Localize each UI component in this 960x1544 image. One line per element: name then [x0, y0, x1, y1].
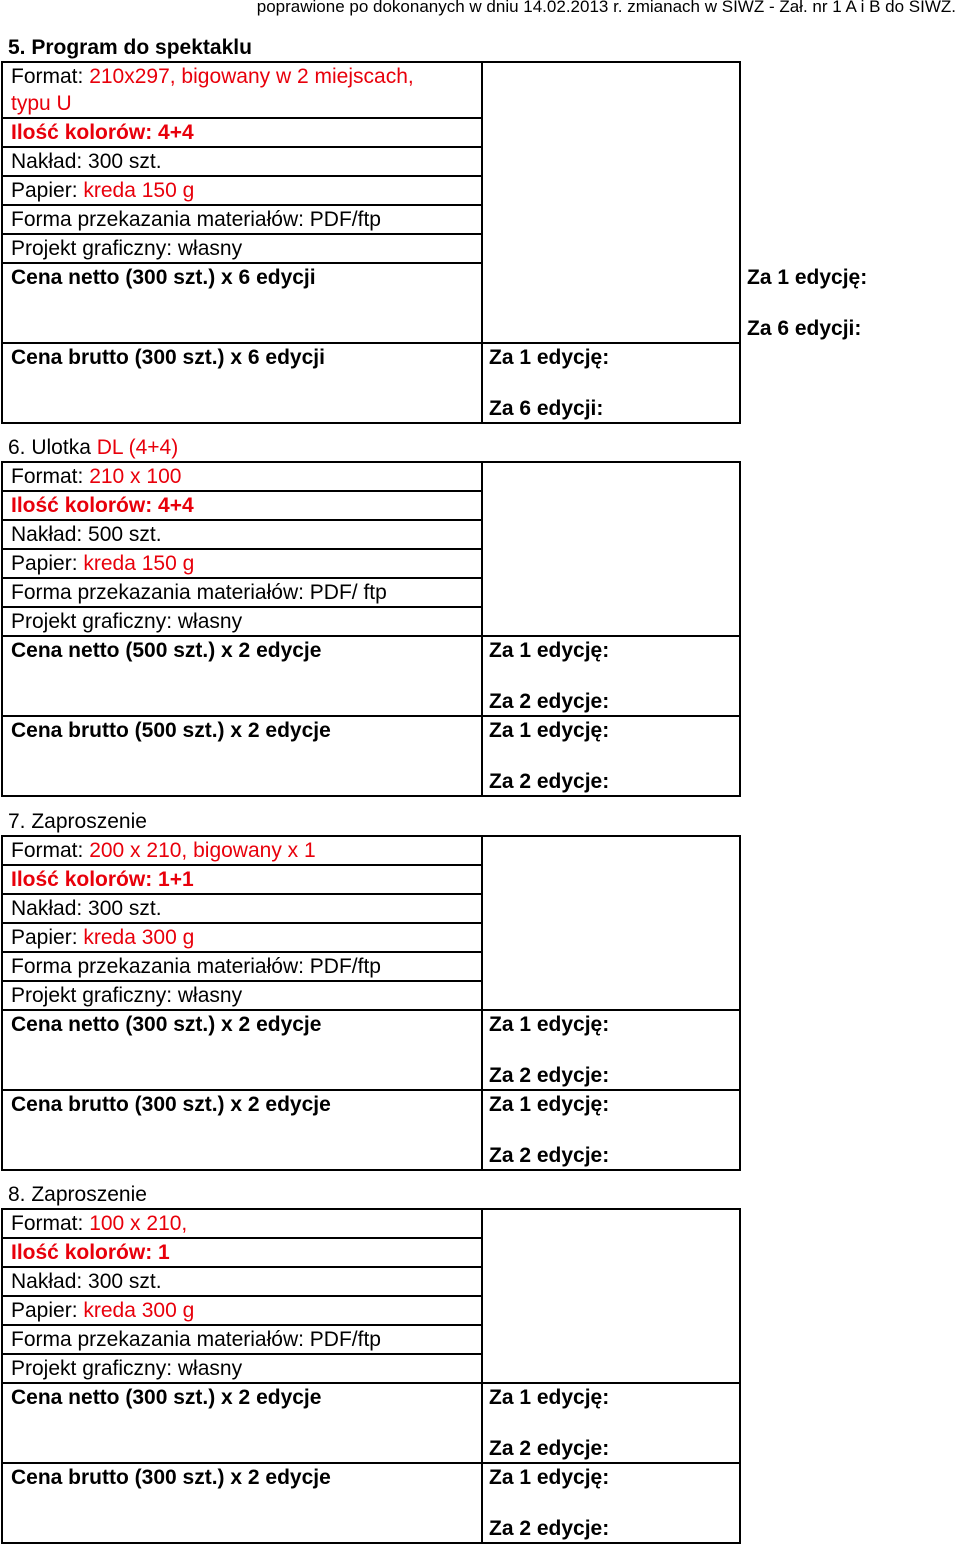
paper-value: kreda 300 g [83, 1299, 195, 1322]
gross-price-label: Cena brutto (300 szt.) x 2 edycje [2, 1463, 482, 1543]
net-price-label: Cena netto (500 szt.) x 2 edycje [2, 636, 482, 716]
empty-cell [482, 1209, 740, 1383]
gross-price-label: Cena brutto (300 szt.) x 6 edycji [2, 343, 482, 423]
format-value: 210 x 100 [89, 465, 182, 488]
gross-price-input[interactable]: Za 1 edycję: Za 2 edycje: [482, 1463, 740, 1543]
colors-cell: Ilość kolorów: 4+4 [2, 118, 482, 147]
section-title-text: 5. Program do spektaklu [8, 36, 252, 59]
format-value-continued: typu U [11, 92, 72, 115]
section-title-text: 7. Zaproszenie [8, 810, 147, 833]
empty-cell [482, 462, 740, 636]
net-price-input[interactable]: Za 1 edycję: Za 2 edycje: [482, 1383, 740, 1463]
format-cell: Format: 200 x 210, bigowany x 1 [2, 836, 482, 865]
transfer-cell: Forma przekazania materiałów: PDF/ ftp [2, 578, 482, 607]
net-price-label: Cena netto (300 szt.) x 2 edycje [2, 1010, 482, 1090]
paper-value: kreda 150 g [83, 552, 195, 575]
format-cell: Format: 210x297, bigowany w 2 miejscach, typu U [2, 62, 482, 118]
design-cell: Projekt graficzny: własny [2, 981, 482, 1010]
section-invitation-8 [0, 1181, 740, 1544]
transfer-cell: Forma przekazania materiałów: PDF/ftp [2, 1325, 482, 1354]
gross-price-label: Cena brutto (300 szt.) x 2 edycje [2, 1090, 482, 1170]
section-leaflet [0, 434, 740, 797]
net-price-label: Cena netto (300 szt.) x 2 edycje [2, 1383, 482, 1463]
section-title [0, 808, 740, 835]
colors-cell: Ilość kolorów: 1 [2, 1238, 482, 1267]
format-cell: Format: 210 x 100 [2, 462, 482, 491]
quantity-cell: Nakład: 300 szt. [2, 894, 482, 923]
design-cell: Projekt graficzny: własny [2, 607, 482, 636]
gross-price-input[interactable]: Za 1 edycję: Za 6 edycji: [482, 343, 740, 423]
spec-table: Format: 210x297, bigowany w 2 miejscach, typu U Ilość kolorów: 4+4 Nakład: 300 szt. Papier: kreda 150 g Forma przekazania materiałów: PDF/ftp Projekt graficzny: własny Cena netto (300 szt.) x 6 edycji Za 1 edycję: Za 6 edycji: Cena brutto (300 szt.) x 6 edycji Za 1 edycję: Za 6 edycji: [1, 61, 741, 424]
gross-price-input[interactable]: Za 1 edycję: Za 2 edycje: [482, 716, 740, 796]
gross-price-label: Cena brutto (500 szt.) x 2 edycje [2, 716, 482, 796]
net-price-input[interactable]: Za 1 edycję: Za 2 edycje: [482, 636, 740, 716]
format-value: 210x297, bigowany w 2 miejscach, [89, 65, 414, 88]
format-value: 100 x 210, [89, 1212, 188, 1235]
section-title-highlight: DL (4+4) [96, 436, 179, 459]
quantity-cell: Nakład: 300 szt. [2, 1267, 482, 1296]
design-cell: Projekt graficzny: własny [2, 234, 482, 263]
section-title [0, 34, 740, 61]
paper-value: kreda 300 g [83, 926, 195, 949]
colors-cell: Ilość kolorów: 1+1 [2, 865, 482, 894]
section-invitation-7 [0, 808, 740, 1171]
net-price-label: Cena netto (300 szt.) x 6 edycji [2, 263, 482, 343]
section-title-text: 6. Ulotka [8, 436, 97, 459]
empty-cell [482, 62, 740, 343]
design-cell: Projekt graficzny: własny [2, 1354, 482, 1383]
document-header-note: poprawione po dokonanych w dniu 14.02.2013 r. zmianach w SIWZ - Zał. nr 1 A i B do SIWZ. [256, 0, 956, 16]
spec-table [1, 461, 741, 797]
spec-table [1, 835, 741, 1171]
paper-cell: Papier: kreda 300 g [2, 1296, 482, 1325]
section-program [0, 34, 868, 424]
quantity-cell: Nakład: 500 szt. [2, 520, 482, 549]
paper-cell: Papier: kreda 300 g [2, 923, 482, 952]
paper-value: kreda 150 g [83, 179, 195, 202]
section-title-text: 8. Zaproszenie [8, 1183, 147, 1206]
section-title [0, 1181, 740, 1208]
paper-cell: Papier: kreda 150 g [2, 549, 482, 578]
format-cell: Format: 100 x 210, [2, 1209, 482, 1238]
format-value: 200 x 210, bigowany x 1 [89, 839, 316, 862]
colors-cell: Ilość kolorów: 4+4 [2, 491, 482, 520]
gross-price-input[interactable]: Za 1 edycję: Za 2 edycje: [482, 1090, 740, 1170]
paper-cell: Papier: kreda 150 g [2, 176, 482, 205]
spec-table [1, 1208, 741, 1544]
net-price-input[interactable]: Za 1 edycję: Za 2 edycje: [482, 1010, 740, 1090]
transfer-cell: Forma przekazania materiałów: PDF/ftp [2, 952, 482, 981]
quantity-cell: Nakład: 300 szt. [2, 147, 482, 176]
empty-cell [482, 836, 740, 1010]
section-title [0, 434, 740, 461]
transfer-cell: Forma przekazania materiałów: PDF/ftp [2, 205, 482, 234]
